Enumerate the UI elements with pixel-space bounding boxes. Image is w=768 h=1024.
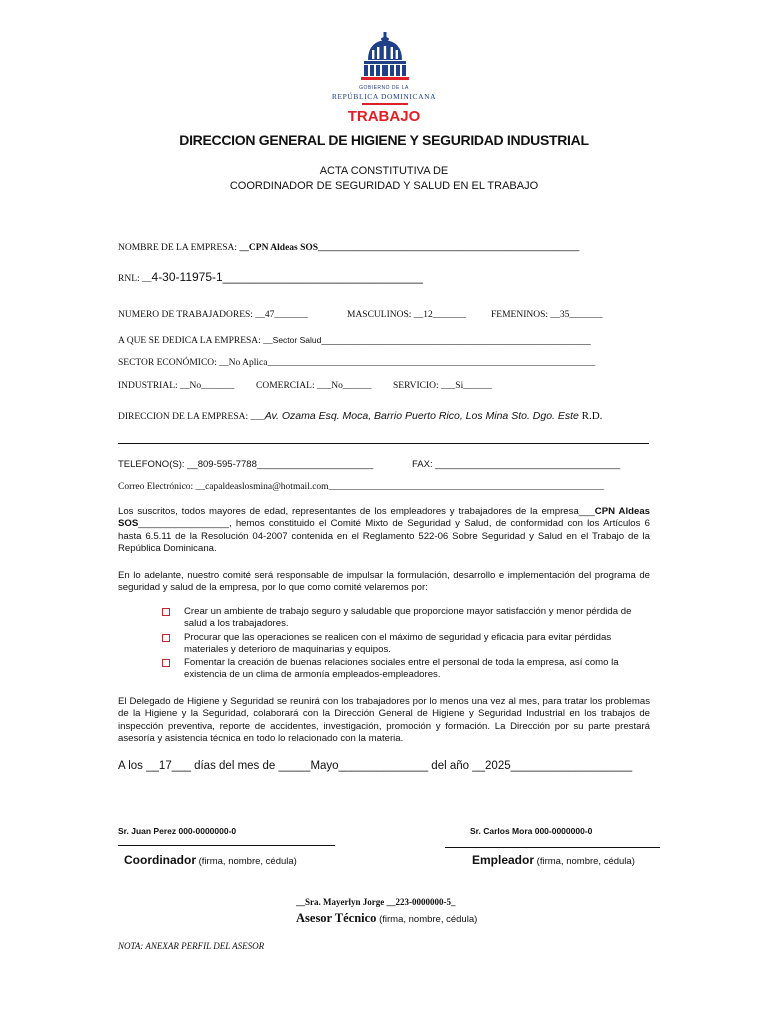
document-title-line-1: ACTA CONSTITUTIVA DE: [319, 165, 449, 177]
business-activity-label: A QUE SE DEDICA LA EMPRESA: __: [118, 336, 273, 346]
list-item-text: Crear un ambiente de trabajo seguro y saludable que proporcione mayor satisfacción y menor pérdida de salud a los trabajadores.: [184, 606, 632, 630]
list-item: [162, 632, 652, 657]
paragraph-delegate: El Delegado de Higiene y Seguridad se reunirá con los trabajadores por lo menos una vez al mes, para tratar los problemas de la Higiene y la Seguridad, colaborará con la Dirección General de Higiene y Seguridad Industrial en los trabajos de inspección preventiva, reporte de accidentes, investigación, promoción y formación. La Dirección por su parte prestará asesoría y asistencia técnica en todo lo relacionado con la materia.: [118, 696, 650, 745]
rnl-field: [118, 268, 423, 286]
advisor-name: __Sra. Mayerlyn Jorge __223-0000000-5_: [296, 897, 456, 907]
footer-note: NOTA: ANEXAR PERFIL DEL ASESOR: [118, 941, 265, 951]
paragraph-constitution-part-2: _________________, hemos constituido el Comité Mixto de Seguridad y Salud, de conformidad con los Artículos 6 hasta 6.5.11 de la Resolución 04-2007 contenida en el Reglamento 522-06 Sobre Seguridad y Salud en el Trabajo de la República Dominicana.: [118, 518, 650, 555]
list-item-text: Fomentar la creación de buenas relaciones sociales entre el personal de toda la empresa, así como la existencia de un clima de armonía empleados-empleadores.: [184, 657, 619, 681]
company-address-value: Av. Ozama Esq. Moca, Barrio Puerto Rico, Los Mina Sto. Dgo. Este: [264, 410, 579, 422]
advisor-role: Asesor Técnico: [296, 911, 377, 925]
employer-signature-line: [445, 847, 660, 848]
company-address-field: [118, 406, 602, 424]
service-field: SERVICIO: ___Si______: [393, 381, 492, 391]
company-name-label: NOMBRE DE LA EMPRESA:: [118, 243, 238, 253]
advisor-caption: [296, 909, 477, 927]
paragraph-constitution-part-1: Los suscritos, todos mayores de edad, representantes de los empleadores y trabajadores de la empresa___: [118, 506, 595, 517]
female-count-field: FEMENINOS: __35_______: [491, 310, 603, 320]
checkbox-bullet-icon: [162, 659, 170, 667]
company-name-value: __CPN Aldeas SOS_______________________________________________________: [239, 243, 580, 253]
employer-name: Sr. Carlos Mora 000-0000000-0: [470, 826, 593, 836]
industrial-field: INDUSTRIAL: __No_______: [118, 381, 235, 391]
business-activity-value: Sector Salud_________________________________________________________: [272, 335, 591, 345]
economic-sector-field: SECTOR ECONÓMICO: __No Aplica_____________________________________________________________________: [118, 358, 596, 368]
list-item: [162, 657, 652, 682]
list-item: [162, 606, 652, 631]
employer-note: (firma, nombre, cédula): [534, 856, 635, 867]
email-field: [118, 482, 604, 492]
dome-icon: [356, 32, 414, 84]
logo-text-main: REPÚBLICA DOMINICANA: [331, 92, 437, 101]
advisor-note: (firma, nombre, cédula): [376, 914, 478, 925]
business-activity-field: [118, 335, 591, 346]
logo-red-divider: [362, 103, 408, 105]
coordinator-caption: [124, 851, 297, 869]
company-name-field: [118, 243, 579, 253]
fax-field: FAX: ___________________________________: [412, 459, 621, 470]
email-value: capaldeaslosmina@hotmail.com: [205, 482, 329, 492]
paragraph-constitution-company: CPN Aldeas SOS: [118, 506, 651, 530]
coordinator-name: Sr. Juan Perez 000-0000000-0: [118, 826, 237, 836]
rnl-label: RNL: __: [118, 274, 152, 284]
company-address-label: DIRECCION DE LA EMPRESA: ___: [118, 412, 265, 422]
document-title-line-2: COORDINADOR DE SEGURIDAD Y SALUD EN EL TRABAJO: [229, 180, 539, 192]
logo-text-top: GOBIERNO DE LA: [359, 85, 409, 91]
coordinator-role: Coordinador: [124, 853, 196, 867]
list-item-text: Procurar que las operaciones se realicen con el máximo de seguridad y eficacia para evitar pérdidas materiales y deterioro de maquinarias y equipos.: [184, 632, 612, 656]
date-line: A los __17___ días del mes de _____Mayo______________ del año __2025___________________: [118, 760, 633, 772]
male-count-field: MASCULINOS: __12_______: [347, 310, 467, 320]
employer-role: Empleador: [472, 853, 535, 867]
employer-caption: [472, 851, 635, 869]
government-logo: [356, 32, 414, 84]
paragraph-constitution: [118, 506, 650, 556]
address-continuation-line: [118, 443, 649, 444]
workers-count-field: NUMERO DE TRABAJADORES: __47_______: [118, 310, 308, 320]
phone-field: TELEFONO(S): __809-595-7788______________________: [118, 459, 374, 470]
email-fill-line: __________________________________________________________: [328, 482, 605, 492]
checkbox-bullet-icon: [162, 634, 170, 642]
coordinator-note: (firma, nombre, cédula): [196, 856, 297, 867]
paragraph-responsibility: En lo adelante, nuestro comité será responsable de impulsar la formulación, desarrollo e implementación del programa de seguridad y salud de la empresa, por lo que como comité velaremos por:: [118, 570, 650, 594]
ministry-title: TRABAJO: [347, 108, 421, 125]
checkbox-bullet-icon: [162, 608, 170, 616]
commercial-field: COMERCIAL: ___No______: [256, 381, 372, 391]
email-label: Correo Electrónico: __: [118, 482, 206, 492]
coordinator-signature-line: [118, 845, 335, 846]
directorate-title: DIRECCION GENERAL DE HIGIENE Y SEGURIDAD INDUSTRIAL: [179, 132, 589, 148]
company-address-suffix: R.D.: [578, 410, 603, 422]
rnl-value: 4-30-11975-1______________________________: [151, 270, 423, 284]
